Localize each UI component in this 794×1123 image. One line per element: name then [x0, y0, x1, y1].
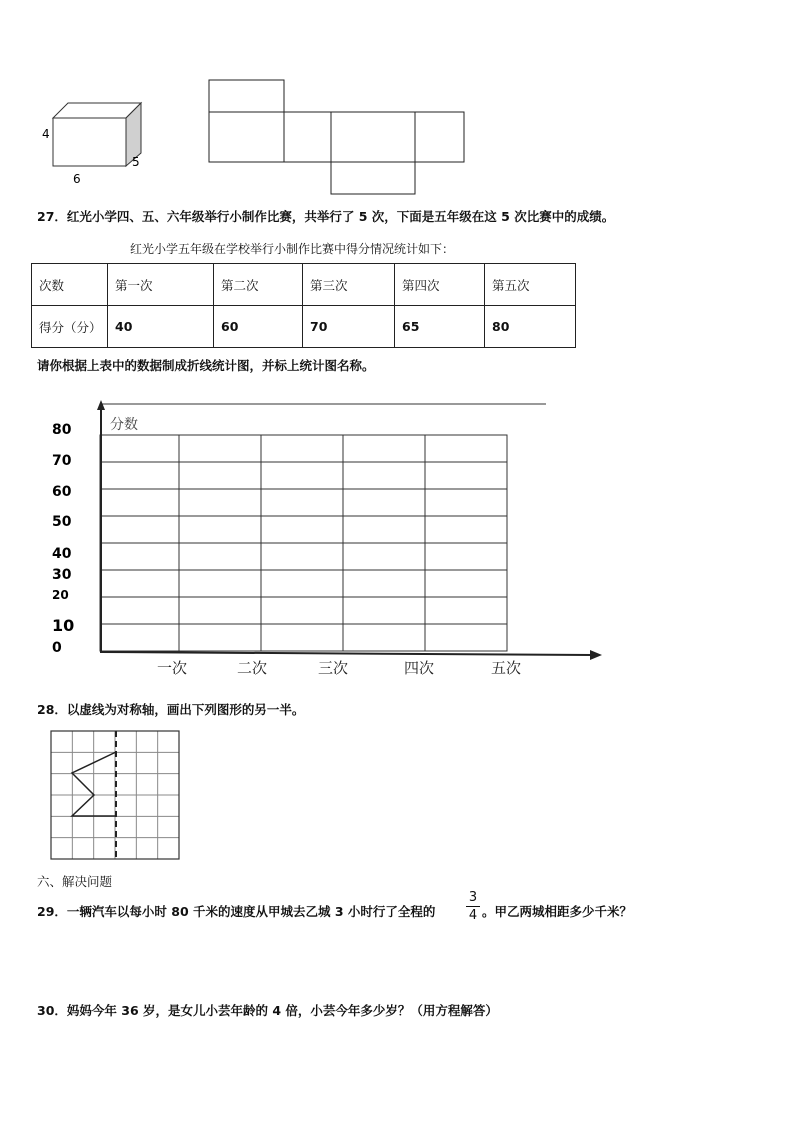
table-header-cell: 次数	[32, 264, 108, 306]
score-cell: 40	[108, 306, 214, 348]
net-face-1	[209, 112, 284, 162]
fraction-denominator: 4	[466, 906, 480, 924]
table-header-cell: 第三次	[303, 264, 395, 306]
net-bottom-face	[331, 162, 415, 194]
chart-labels	[52, 416, 521, 677]
x-tick-label: 四次	[403, 659, 435, 677]
section-title: 六、解决问题	[37, 874, 113, 889]
q29-fraction	[466, 889, 480, 924]
y-tick-label: 80	[52, 422, 72, 438]
net-face-3	[331, 112, 415, 162]
cuboid-figure	[38, 96, 158, 191]
y-axis-arrow	[97, 400, 105, 410]
fraction-numerator: 3	[468, 890, 478, 905]
score-table	[31, 263, 576, 348]
y-tick-label: 50	[52, 514, 72, 530]
chart-axes	[97, 400, 602, 660]
x-axis-arrow	[590, 650, 602, 660]
net-top-face	[209, 80, 284, 112]
table-header-cell: 第一次	[108, 264, 214, 306]
q29-text-before: 29．一辆汽车以每小时 80 千米的速度从甲城去乙城 3 小时行了全程的	[37, 904, 436, 919]
y-tick-label: 20	[52, 588, 69, 602]
table-header-cell: 第四次	[395, 264, 485, 306]
score-cell: 65	[395, 306, 485, 348]
x-tick-label: 五次	[490, 659, 522, 677]
cuboid-depth-label: 5	[132, 155, 140, 169]
x-tick-label: 二次	[236, 659, 268, 677]
y-tick-label: 60	[52, 484, 72, 500]
symmetry-grid-figure	[50, 730, 182, 862]
cuboid-height-label: 4	[42, 127, 50, 141]
line-chart-grid	[40, 395, 610, 685]
cuboid-net-figure	[205, 78, 471, 198]
q27-instruction: 请你根据上表中的数据制成折线统计图，并标上统计图名称。	[37, 358, 375, 373]
y-axis-title: 分数	[110, 417, 138, 433]
x-axis	[101, 652, 592, 655]
net-face-4	[415, 112, 464, 162]
net-face-2	[284, 112, 331, 162]
y-tick-label: 10	[52, 616, 75, 635]
table-header-cell: 第五次	[485, 264, 576, 306]
q30-text: 30．妈妈今年 36 岁，是女儿小芸年龄的 4 倍，小芸今年多少岁？（用方程解答）	[37, 1003, 498, 1018]
y-tick-label: 70	[52, 453, 72, 469]
chart-grid-lines	[100, 435, 507, 651]
table-header-row	[32, 264, 576, 306]
cuboid-front-face	[53, 118, 126, 166]
q27-table-caption: 红光小学五年级在学校举行小制作比赛中得分情况统计如下：	[130, 242, 455, 256]
score-cell: 70	[303, 306, 395, 348]
table-header-cell: 第二次	[214, 264, 303, 306]
y-tick-label: 0	[52, 640, 62, 656]
cuboid-width-label: 6	[73, 172, 81, 186]
q27-prompt: 27．红光小学四、五、六年级举行小制作比赛，共举行了 5 次，下面是五年级在这 5 次比赛中的成绩。	[37, 209, 615, 224]
score-cell: 80	[485, 306, 576, 348]
score-cell: 60	[214, 306, 303, 348]
q29-text-after: 。甲乙两城相距多少千米？	[482, 904, 633, 919]
x-tick-label: 一次	[156, 659, 188, 677]
table-row	[32, 306, 576, 348]
table-row-label: 得分（分）	[32, 306, 108, 348]
y-tick-label: 30	[52, 567, 72, 583]
x-tick-label: 三次	[317, 659, 349, 677]
y-tick-label: 40	[52, 546, 72, 562]
q28-prompt: 28．以虚线为对称轴，画出下列图形的另一半。	[37, 702, 305, 717]
